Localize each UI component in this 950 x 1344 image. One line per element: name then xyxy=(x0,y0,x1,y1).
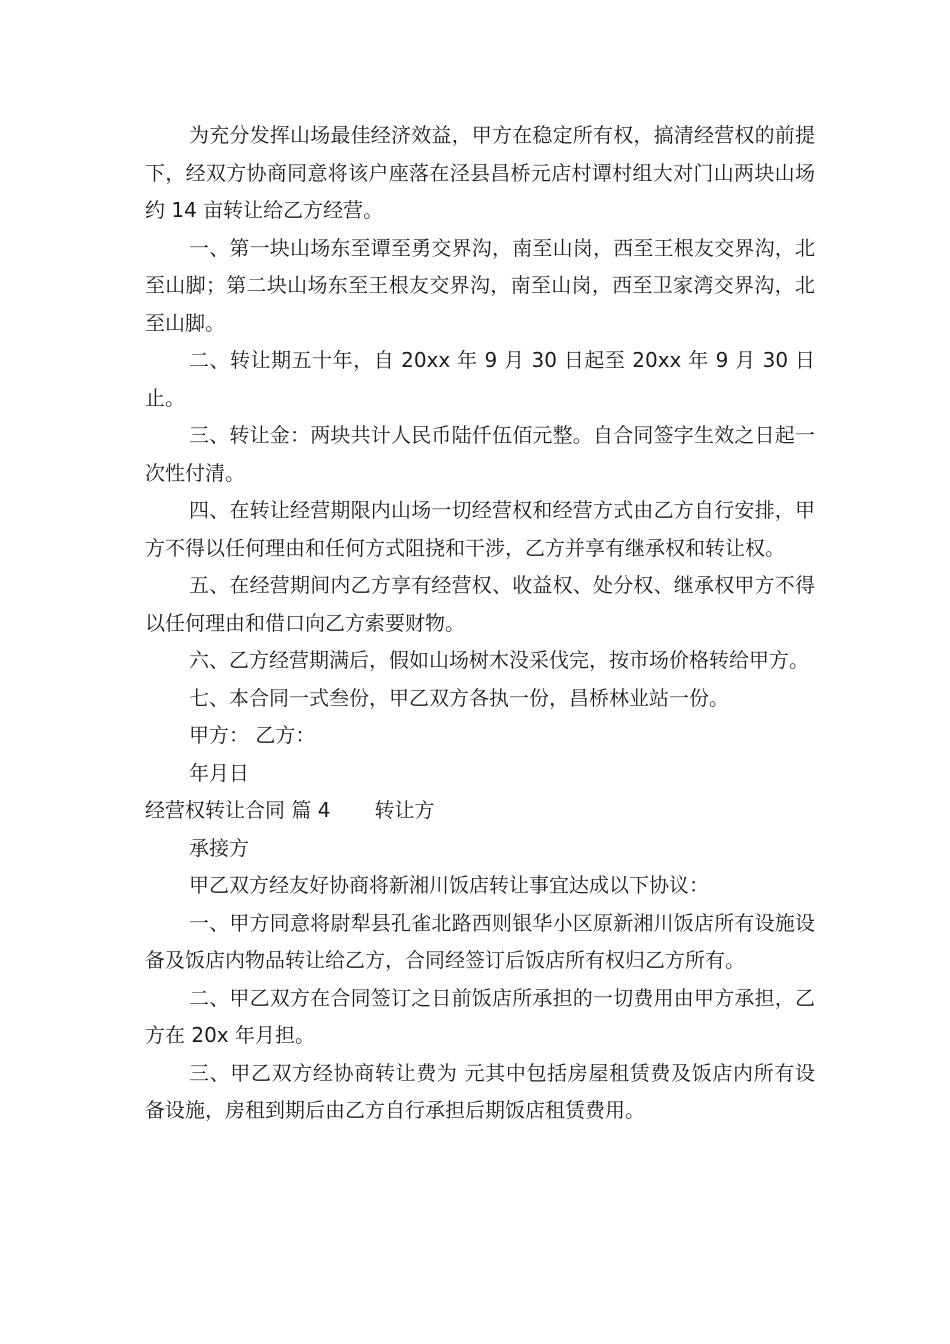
document-body xyxy=(145,117,815,1130)
paragraph-clause-5: 五、在经营期间内乙方享有经营权、收益权、处分权、继承权甲方不得以任何理由和借口向乙方索要财物。 xyxy=(145,573,815,635)
paragraph-clause-3: 三、转让金：两块共计人民币陆仟伍佰元整。自合同签字生效之日起一次性付清。 xyxy=(145,423,815,485)
signature-date: 年月日 xyxy=(189,760,249,785)
section-title: 经营权转让合同 篇 4 xyxy=(145,798,331,822)
paragraph-clause-7: 七、本合同一式叁份，甲乙双方各执一份，昌桥林业站一份。 xyxy=(189,685,729,710)
section-party-transferor: 转让方 xyxy=(374,798,435,822)
paragraph-agreement-3: 三、甲乙双方经协商转让费为 元其中包括房屋租赁费及饭店内所有设备设施，房租到期后由乙方自行承担后期饭店租赁费用。 xyxy=(145,1060,815,1122)
party-transferee: 承接方 xyxy=(189,835,249,860)
signature-parties: 甲方： 乙方： xyxy=(189,723,316,747)
paragraph-clause-4: 四、在转让经营期限内山场一切经营权和经营方式由乙方自行安排，甲方不得以任何理由和任何方式阻挠和干涉，乙方并享有继承权和转让权。 xyxy=(145,498,815,560)
section-heading-line xyxy=(145,792,815,830)
paragraph-clause-1: 一、第一块山场东至谭至勇交界沟，南至山岗，西至王根友交界沟，北至山脚；第二块山场东至王根友交界沟，南至山岗，西至卫家湾交界沟，北至山脚。 xyxy=(145,235,815,335)
paragraph-agreement-2: 二、甲乙双方在合同签订之日前饭店所承担的一切费用由甲方承担，乙方在 20x 年月担。 xyxy=(145,985,815,1047)
paragraph-clause-2: 二、转让期五十年，自 20xx 年 9 月 30 日起至 20xx 年 9 月 30 日止。 xyxy=(145,348,815,410)
paragraph-agreement-1: 一、甲方同意将尉犁县孔雀北路西则银华小区原新湘川饭店所有设施设备及饭店内物品转让给乙方，合同经签订后饭店所有权归乙方所有。 xyxy=(145,910,815,972)
paragraph-intro: 为充分发挥山场最佳经济效益，甲方在稳定所有权，搞清经营权的前提下，经双方协商同意将该户座落在泾县昌桥元店村谭村组大对门山两块山场约 14 亩转让给乙方经营。 xyxy=(145,123,815,222)
paragraph-clause-6: 六、乙方经营期满后，假如山场树木没采伐完，按市场价格转给甲方。 xyxy=(189,648,809,672)
paragraph-agreement-intro: 甲乙双方经友好协商将新湘川饭店转让事宜达成以下协议： xyxy=(189,873,709,897)
